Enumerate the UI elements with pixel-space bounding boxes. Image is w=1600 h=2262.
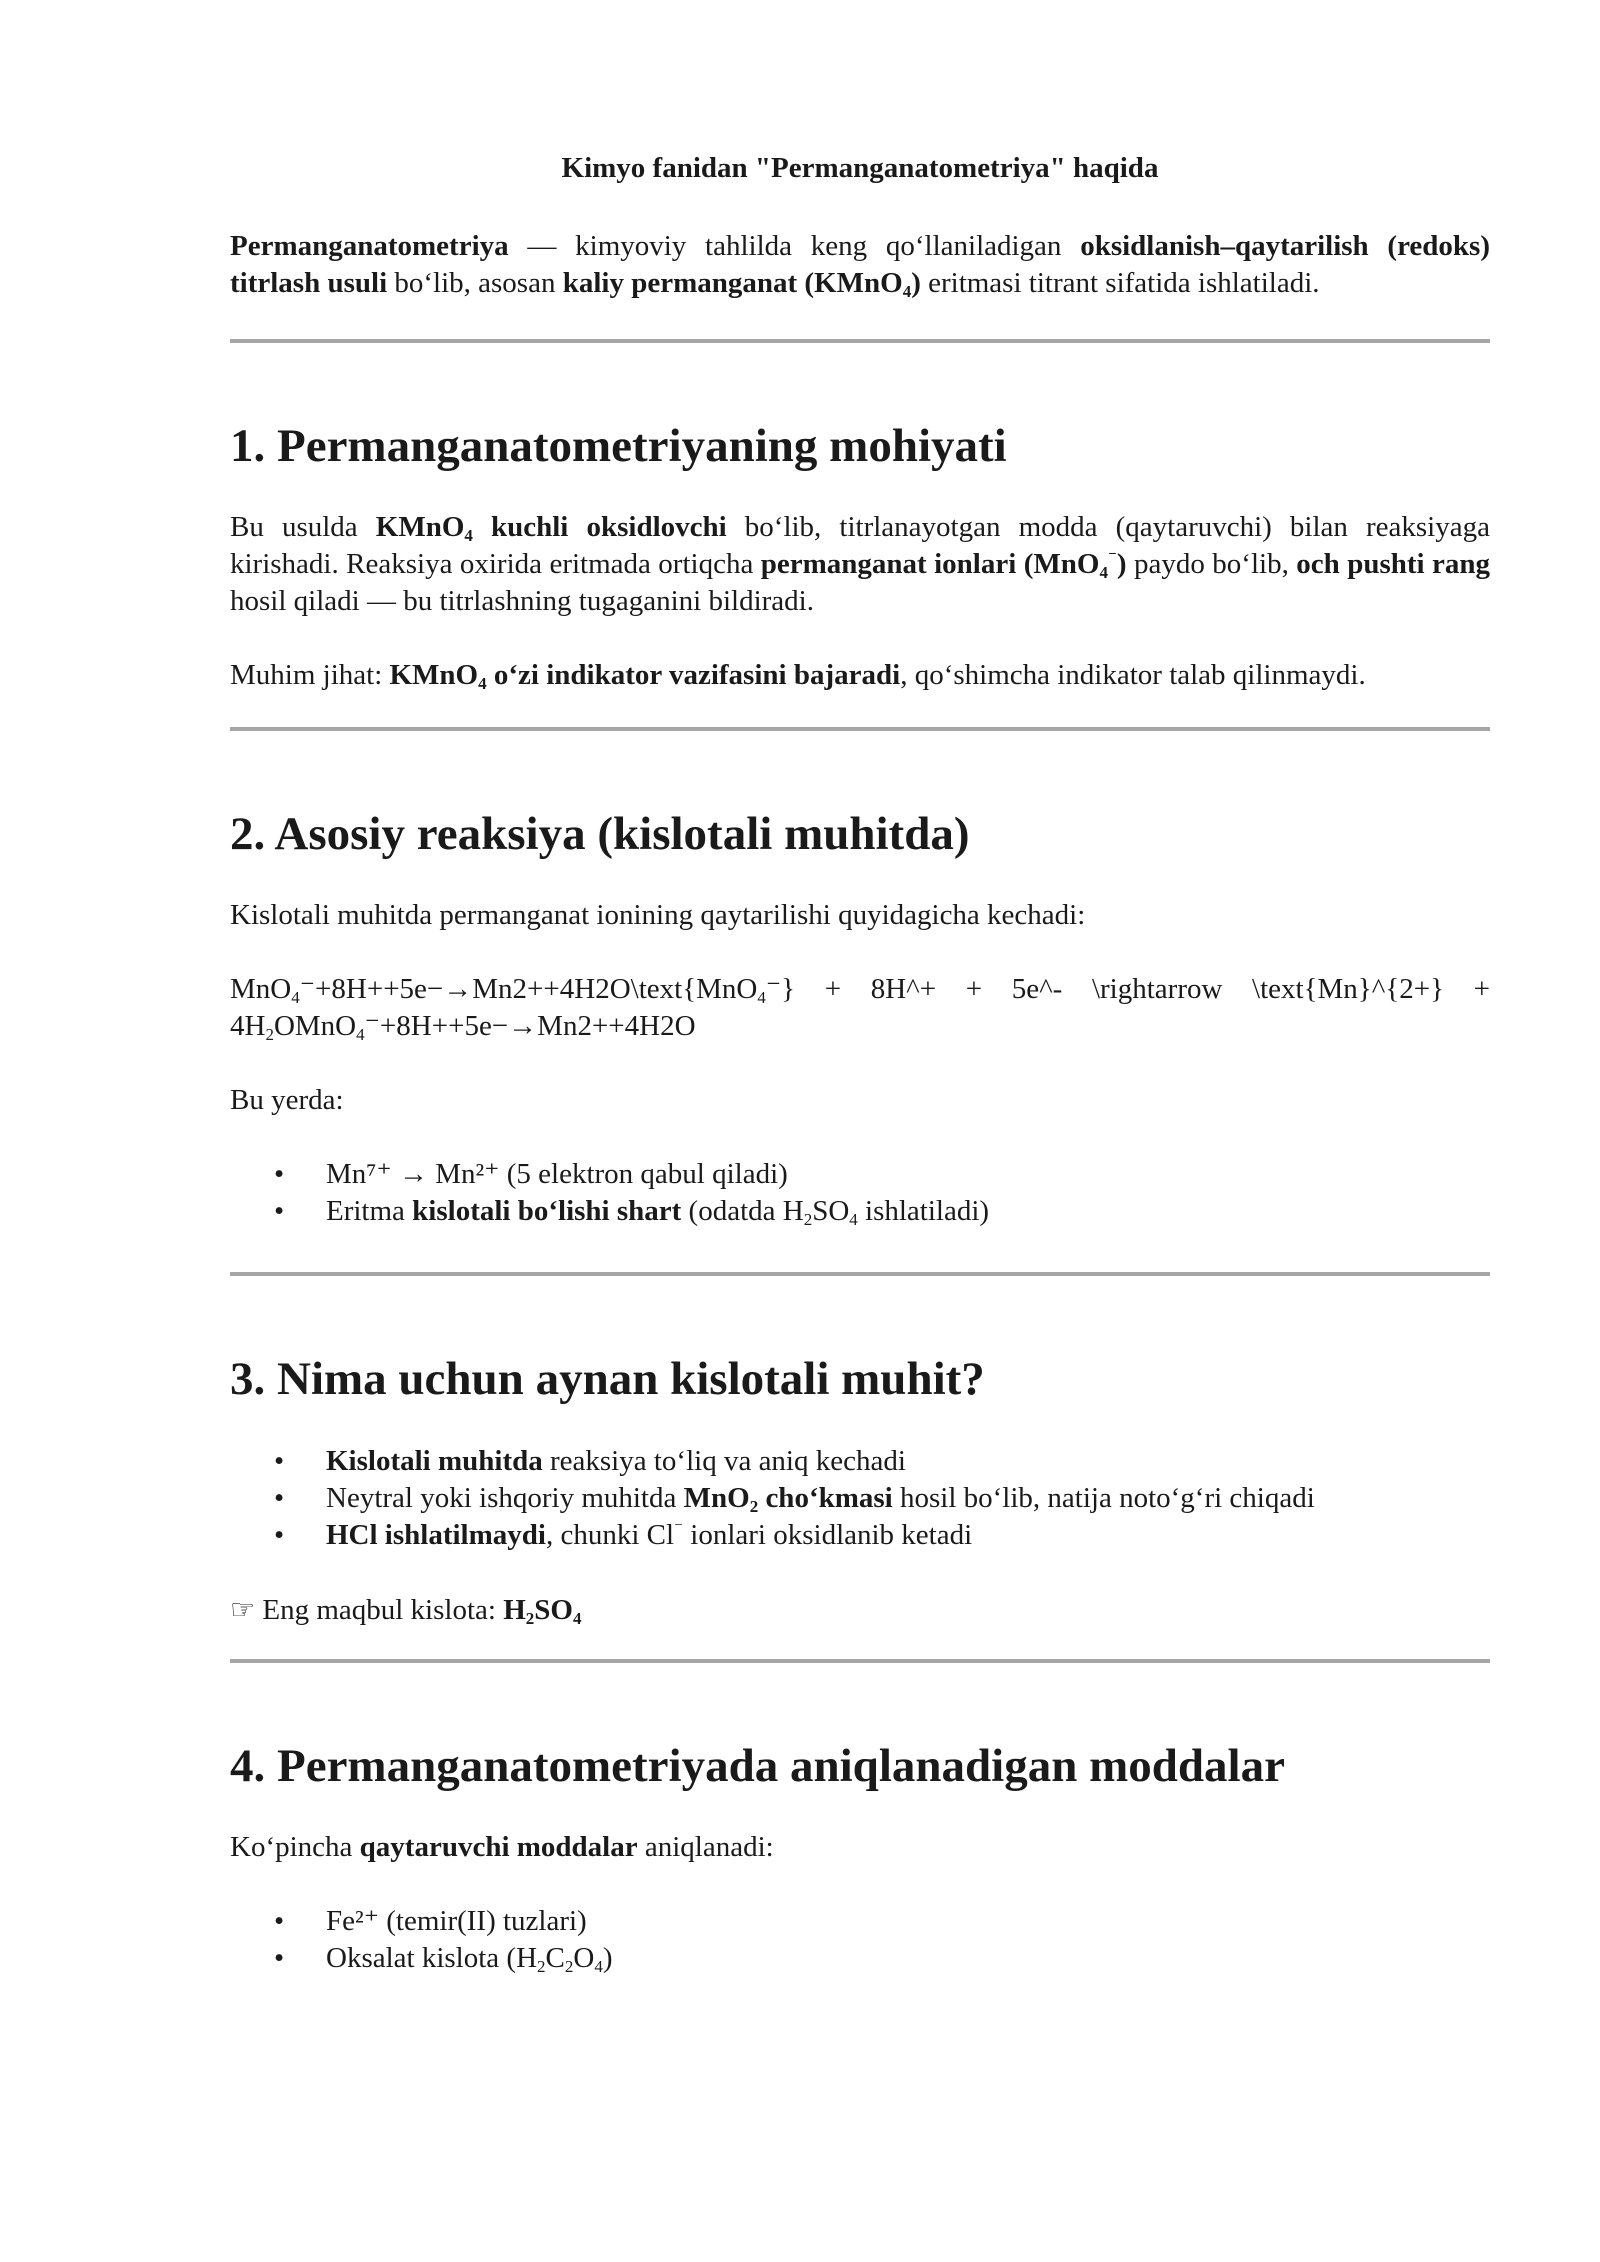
intro-bold-text: kaliy permanganat (KMnO	[562, 266, 903, 299]
text: (odatda H	[681, 1195, 804, 1228]
bold-text	[760, 547, 1127, 583]
text: Bu usulda	[230, 511, 376, 544]
subscript: 4	[849, 1210, 858, 1230]
pointing-hand-icon: ☞	[230, 1592, 256, 1626]
subscript: 4	[902, 281, 912, 301]
bold-text: cho‘kmasi	[758, 1481, 893, 1514]
section-heading-3: 3. Nima uchun aynan kislotali muhit?	[230, 1353, 985, 1406]
bold-text: H	[503, 1593, 526, 1626]
text: )	[602, 1942, 613, 1975]
text: Eritma	[326, 1195, 413, 1228]
text: Ko‘pincha	[230, 1831, 360, 1864]
list-item	[326, 1903, 1490, 1940]
section-heading-1: 1. Permanganatometriyaning mohiyati	[230, 419, 1007, 472]
text: SO	[812, 1195, 850, 1228]
intro-bold	[563, 267, 921, 299]
bold-text: KMnO	[375, 511, 465, 544]
text: C	[545, 1942, 565, 1975]
s2-list	[230, 1156, 1490, 1230]
bold-text: qaytaruvchi moddalar	[359, 1831, 638, 1864]
s2-bu-yerda: Bu yerda:	[230, 1084, 344, 1117]
text: bo‘lib, titrlanayotgan modda (qaytaruvchi) bilan reaksiyaga kirishadi. Reaksiya oxirida eritmada ortiqcha	[230, 511, 1490, 581]
intro-text: eritmasi titrant sifatida ishlatiladi.	[920, 266, 1320, 299]
s2-intro: Kislotali muhitda permanganat ionining qaytarilishi quyidagicha kechadi:	[230, 899, 1086, 932]
bold-text: kislotali bo‘lishi shart	[412, 1195, 682, 1228]
intro-bold: oksidlanish–qaytarilish (redoks) titrlash usuli	[230, 229, 1491, 299]
subscript: 4	[464, 526, 473, 546]
subscript: 4	[478, 674, 487, 694]
text: reaksiya to‘liq va aniq kechadi	[542, 1444, 906, 1477]
bold-text: MnO	[683, 1481, 750, 1514]
subscript: 2	[564, 1957, 574, 1977]
bold-text: och pushti rang	[1296, 548, 1490, 581]
intro-term: Permanganatometriya	[230, 229, 509, 262]
document-title: Kimyo fanidan "Permanganatometriya" haqida	[561, 152, 1159, 184]
superscript: ⁻	[674, 1517, 684, 1537]
subscript: 4	[291, 988, 300, 1008]
text: ionlari oksidlanib ketadi	[683, 1518, 973, 1551]
subscript: 4	[757, 988, 766, 1008]
text: Fe²⁺ (temir(II) tuzlari)	[326, 1905, 587, 1938]
intro-paragraph	[230, 228, 1490, 302]
section-heading-2: 2. Asosiy reaksiya (kislotali muhitda)	[230, 808, 970, 861]
list-item	[326, 1940, 1490, 1977]
intro-text: — kimyoviy tahlilda keng qo‘llaniladigan	[508, 229, 1081, 262]
subscript: 4	[594, 1957, 603, 1977]
s1-paragraph-1	[230, 509, 1490, 620]
subscript: 2	[525, 1608, 535, 1628]
bold-text	[375, 511, 727, 546]
text: ⁻} + 8H^+ + 5e^- \rightarrow \text{Mn}^{2+} + 4H	[230, 973, 1490, 1043]
bold-text: permanganat ionlari (MnO	[760, 548, 1100, 581]
text: O	[573, 1942, 595, 1975]
intro-bold-text: )	[911, 266, 921, 299]
text: Eng maqbul kislota:	[255, 1593, 504, 1626]
bold-text	[389, 659, 901, 694]
text: MnO	[230, 973, 292, 1006]
bold-text: kuchli oksidlovchi	[472, 511, 727, 544]
text: ⁻+8H++5e−→Mn2++4H2O	[364, 1010, 696, 1043]
subscript: 4	[1099, 563, 1108, 583]
subscript: 2	[537, 1957, 546, 1977]
s3-list	[230, 1443, 1490, 1554]
bold-text	[503, 1594, 581, 1626]
section-divider	[230, 339, 1490, 343]
document-content	[230, 150, 1490, 1977]
text: , chunki Cl	[545, 1518, 675, 1551]
s4-paragraph	[230, 1829, 1490, 1866]
section-heading-4: 4. Permanganatometriyada aniqlanadigan moddalar	[230, 1739, 1285, 1792]
text: Muhim jihat:	[230, 659, 390, 692]
bold-text	[684, 1482, 893, 1514]
text: hosil qiladi — bu titrlashning tugaganini bildiradi.	[230, 585, 814, 618]
bold-text: SO	[534, 1593, 573, 1626]
list-item	[326, 1443, 1490, 1480]
s1-paragraph-2	[230, 657, 1490, 694]
list-item	[326, 1156, 1490, 1193]
text: paydo bo‘lib,	[1126, 548, 1297, 581]
text: Mn⁷⁺ → Mn²⁺ (5 elektron qabul qiladi)	[326, 1158, 788, 1191]
list-item	[326, 1193, 1490, 1230]
list-item	[326, 1480, 1490, 1517]
bold-text: Kislotali muhitda	[326, 1444, 543, 1477]
subscript: 2	[803, 1210, 813, 1230]
text: aniqlanadi:	[637, 1831, 774, 1864]
list-item	[326, 1517, 1490, 1554]
text: ⁻+8H++5e−→Mn2++4H2O\text{MnO	[299, 973, 758, 1006]
s4-list	[230, 1903, 1490, 1977]
text: , qo‘shimcha indikator talab qilinmaydi.	[900, 659, 1366, 692]
bold-text: o‘zi indikator vazifasini bajaradi	[486, 659, 901, 692]
section-divider	[230, 727, 1490, 731]
text: hosil bo‘lib, natija noto‘g‘ri chiqadi	[892, 1481, 1315, 1514]
bold-text: HCl ishlatilmaydi	[326, 1518, 546, 1551]
text: ishlatiladi)	[857, 1195, 990, 1228]
section-divider	[230, 1272, 1490, 1276]
subscript: 4	[356, 1025, 365, 1045]
superscript: ⁻	[1107, 547, 1117, 567]
s3-note	[230, 1591, 1490, 1629]
bold-text: KMnO	[389, 659, 479, 692]
subscript: 2	[749, 1496, 759, 1516]
bold-text: )	[1116, 548, 1127, 581]
subscript: 2	[265, 1025, 274, 1045]
s2-equation	[230, 971, 1490, 1045]
intro-text: bo‘lib, asosan	[387, 266, 563, 299]
text: OMnO	[273, 1010, 357, 1043]
section-divider	[230, 1659, 1490, 1663]
subscript: 4	[572, 1608, 582, 1628]
text: Oksalat kislota (H	[326, 1942, 538, 1975]
text: Neytral yoki ishqoriy muhitda	[326, 1481, 684, 1514]
